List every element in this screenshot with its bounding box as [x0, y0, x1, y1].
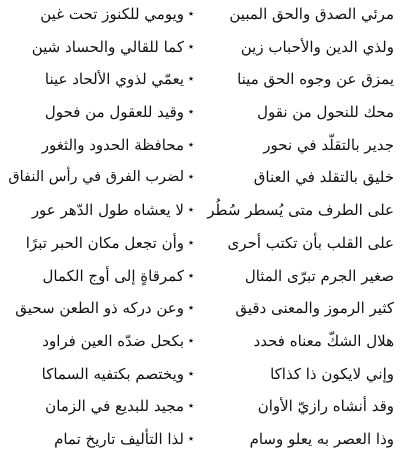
verse-first-hemistich: صغير الجرم تبرّى المثال	[244, 266, 394, 285]
verse-second-hemistich: ويومي للكنوز تحت غين	[40, 5, 184, 23]
verse-separator-asterisk: ٭	[188, 301, 194, 315]
verse-line	[0, 35, 400, 59]
verse-line	[0, 198, 400, 222]
verse-separator-asterisk: ٭	[188, 431, 194, 445]
verse-separator-asterisk: ٭	[188, 105, 194, 119]
verse-first-hemistich: محك للنحول من نقول	[257, 103, 394, 122]
verse-line	[0, 133, 400, 157]
verse-separator-asterisk: ٭	[188, 170, 194, 184]
verse-second-hemistich: وأن تجعل مكان الحبر تبرًا	[25, 233, 184, 252]
verse-line	[0, 329, 400, 353]
verse-first-hemistich: يمزق عن وجوه الحق مينا	[237, 70, 394, 89]
verse-second-hemistich: لذا التأليف تاريخ تمام	[54, 429, 184, 448]
verse-separator-asterisk: ٭	[188, 137, 194, 151]
verse-second-hemistich: لا يعشاه طول الدّهر عور	[31, 201, 184, 220]
verse-first-hemistich: هلال الشكّ معناه فحدد	[253, 331, 394, 350]
verse-separator-asterisk: ٭	[188, 39, 194, 53]
verse-second-hemistich: ويختصم بكتفيه السماكا	[41, 364, 184, 383]
verse-line	[0, 427, 400, 451]
verse-first-hemistich: وذا العصر به يعلو وسام	[249, 429, 394, 448]
verse-second-hemistich: بكحل ضدّه العين فراود	[42, 331, 184, 350]
verse-line	[0, 394, 400, 418]
verse-second-hemistich: وقيد للعقول من فحول	[44, 103, 184, 122]
verse-separator-asterisk: ٭	[188, 7, 194, 20]
verse-line	[0, 296, 400, 320]
verse-second-hemistich: يعمّي لذوي الألحاد عينا	[44, 70, 184, 89]
verse-separator-asterisk: ٭	[188, 235, 194, 249]
verse-separator-asterisk: ٭	[188, 399, 194, 413]
verse-separator-asterisk: ٭	[188, 203, 194, 217]
verse-first-hemistich: جدير بالتقلّد في نحور	[263, 135, 394, 154]
verse-second-hemistich: محافظة الحدود والثغور	[41, 135, 184, 154]
verse-first-hemistich: كثير الرموز والمعنى دقيق	[235, 299, 394, 318]
verse-line	[0, 100, 400, 124]
verse-second-hemistich: مجيد للبديع في الزمان	[45, 397, 184, 416]
verse-second-hemistich: وعن دركه ذو الطعن سحيق	[15, 299, 184, 318]
verse-first-hemistich: خليق بالتقلد في العناق	[253, 168, 394, 187]
verse-second-hemistich: كمرقاةٍ إلى أوج الكمال	[42, 266, 184, 285]
verse-separator-asterisk: ٭	[188, 268, 194, 282]
verse-separator-asterisk: ٭	[188, 72, 194, 86]
verse-first-hemistich: وإني لايكون ذا كذاكا	[270, 364, 394, 383]
poem	[0, 2, 400, 451]
verse-second-hemistich: كما للقالي والحساد شين	[31, 37, 184, 56]
verse-line	[0, 67, 400, 91]
verse-separator-asterisk: ٭	[188, 333, 194, 347]
verse-second-hemistich: لضرب الفرق في رأس النفاق	[8, 169, 184, 186]
verse-first-hemistich: على القلب بأن تكتب أحرى	[227, 233, 394, 252]
verse-first-hemistich: ولذي الدين والأحباب زين	[240, 37, 394, 56]
verse-line	[0, 165, 400, 189]
verse-first-hemistich: مرئي الصدق والحق المبين	[229, 5, 394, 23]
verse-line	[0, 362, 400, 386]
verse-separator-asterisk: ٭	[188, 366, 194, 380]
verse-line	[0, 231, 400, 255]
verse-first-hemistich: وقد أنشاه رازيّ الأوان	[257, 397, 394, 416]
verse-line	[0, 264, 400, 288]
verse-line	[0, 2, 400, 26]
verse-first-hemistich: على الطرف متى يُسطر سُطُر	[207, 201, 394, 220]
